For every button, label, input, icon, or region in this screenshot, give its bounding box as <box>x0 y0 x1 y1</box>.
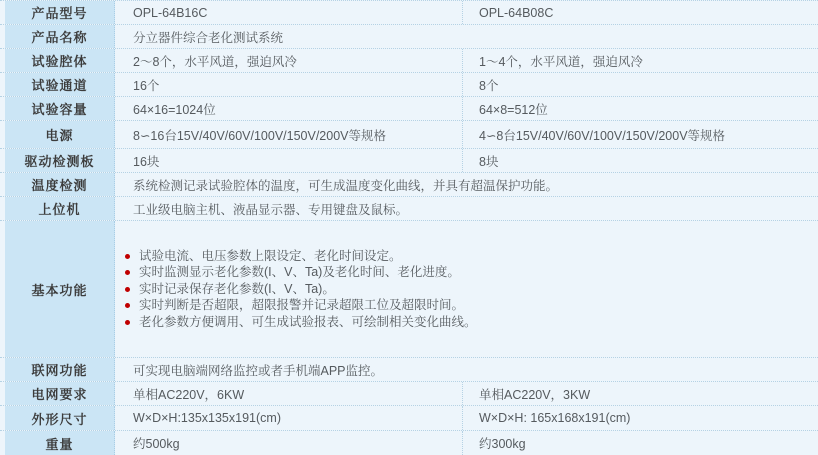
row-label: 产品型号 <box>5 1 115 24</box>
spec-value-span: 分立器件综合老化测试系统 <box>133 30 284 45</box>
row-label: 上位机 <box>5 197 115 220</box>
row-label: 重量 <box>5 431 115 455</box>
feature-item <box>125 314 818 331</box>
spec-value-left: 64×16=1024位 <box>115 97 463 120</box>
feature-text: 实时判断是否超限，超限报警并记录超限工位及超限时间。 <box>139 298 465 313</box>
table-row-power-supply <box>0 121 818 149</box>
spec-value-left: 约500kg <box>115 431 463 455</box>
spec-value-left: 16块 <box>115 149 463 172</box>
table-row-test-channels <box>0 73 818 97</box>
spec-value-left: 单相AC220V，6KW <box>115 382 463 405</box>
spec-value-right: W×D×H: 165x168x191(cm) <box>479 411 631 425</box>
feature-text: 实时记录保存老化参数(I、V、Ta)。 <box>139 281 335 296</box>
table-row-grid-requirement <box>0 382 818 406</box>
spec-value-right: 64×8=512位 <box>479 102 548 117</box>
feature-text: 实时监测显示老化参数(I、V、Ta)及老化时间、老化进度。 <box>139 265 460 280</box>
spec-value-right: 8块 <box>479 154 499 169</box>
bullet-icon <box>125 320 130 325</box>
table-row-driver-boards <box>0 149 818 173</box>
bullet-icon <box>125 303 130 308</box>
row-label: 温度检测 <box>5 173 115 196</box>
row-label: 电网要求 <box>5 382 115 405</box>
row-label: 试验腔体 <box>5 49 115 72</box>
spec-value-left: 16个 <box>115 73 463 96</box>
table-row-test-capacity <box>0 97 818 121</box>
table-row-weight <box>0 431 818 455</box>
spec-value-right: OPL-64B08C <box>479 5 554 20</box>
feature-list <box>115 221 818 357</box>
row-label: 试验容量 <box>5 97 115 120</box>
table-row-temperature-detection <box>0 173 818 197</box>
row-label: 电源 <box>5 121 115 148</box>
spec-value-right: 约300kg <box>479 437 526 451</box>
feature-item <box>125 264 818 281</box>
row-label: 基本功能 <box>5 221 115 357</box>
feature-text: 试验电流、电压参数上限设定、老化时间设定。 <box>139 248 402 263</box>
spec-value-right: 单相AC220V，3KW <box>479 387 591 402</box>
spec-value-left: 2～8个，水平风道，强迫风冷 <box>115 49 463 72</box>
table-row-product-name <box>0 25 818 49</box>
spec-value-left: W×D×H:135x135x191(cm) <box>115 406 463 430</box>
bullet-icon <box>125 287 130 292</box>
spec-value-right: 1～4个，水平风道，强迫风冷 <box>479 54 643 69</box>
spec-value-right: 4∽8台15V/40V/60V/100V/150V/200V等规格 <box>479 128 726 143</box>
row-label: 外形尺寸 <box>5 406 115 430</box>
row-label: 试验通道 <box>5 73 115 96</box>
feature-item <box>125 297 818 314</box>
spec-value-span: 可实现电脑端网络监控或者手机端APP监控。 <box>133 363 384 378</box>
spec-value-right: 8个 <box>479 78 499 93</box>
table-row-product-model <box>0 1 818 25</box>
feature-item <box>125 248 818 265</box>
row-label: 联网功能 <box>5 358 115 381</box>
bullet-icon <box>125 254 130 259</box>
spec-value-span: 工业级电脑主机、液晶显示器、专用键盘及鼠标。 <box>133 202 409 217</box>
table-row-host-computer <box>0 197 818 221</box>
spec-value-span: 系统检测记录试验腔体的温度，可生成温度变化曲线，并具有超温保护功能。 <box>133 178 559 193</box>
feature-item <box>125 281 818 298</box>
table-row-test-chamber <box>0 49 818 73</box>
bullet-icon <box>125 270 130 275</box>
table-row-basic-functions <box>0 221 818 358</box>
spec-value-left: OPL-64B16C <box>115 1 463 24</box>
table-row-dimensions <box>0 406 818 431</box>
feature-text: 老化参数方便调用、可生成试验报表、可绘制相关变化曲线。 <box>139 314 477 329</box>
row-label: 驱动检测板 <box>5 149 115 172</box>
spec-value-left: 8∽16台15V/40V/60V/100V/150V/200V等规格 <box>115 121 463 148</box>
table-row-network-function <box>0 358 818 382</box>
row-label: 产品名称 <box>5 25 115 48</box>
